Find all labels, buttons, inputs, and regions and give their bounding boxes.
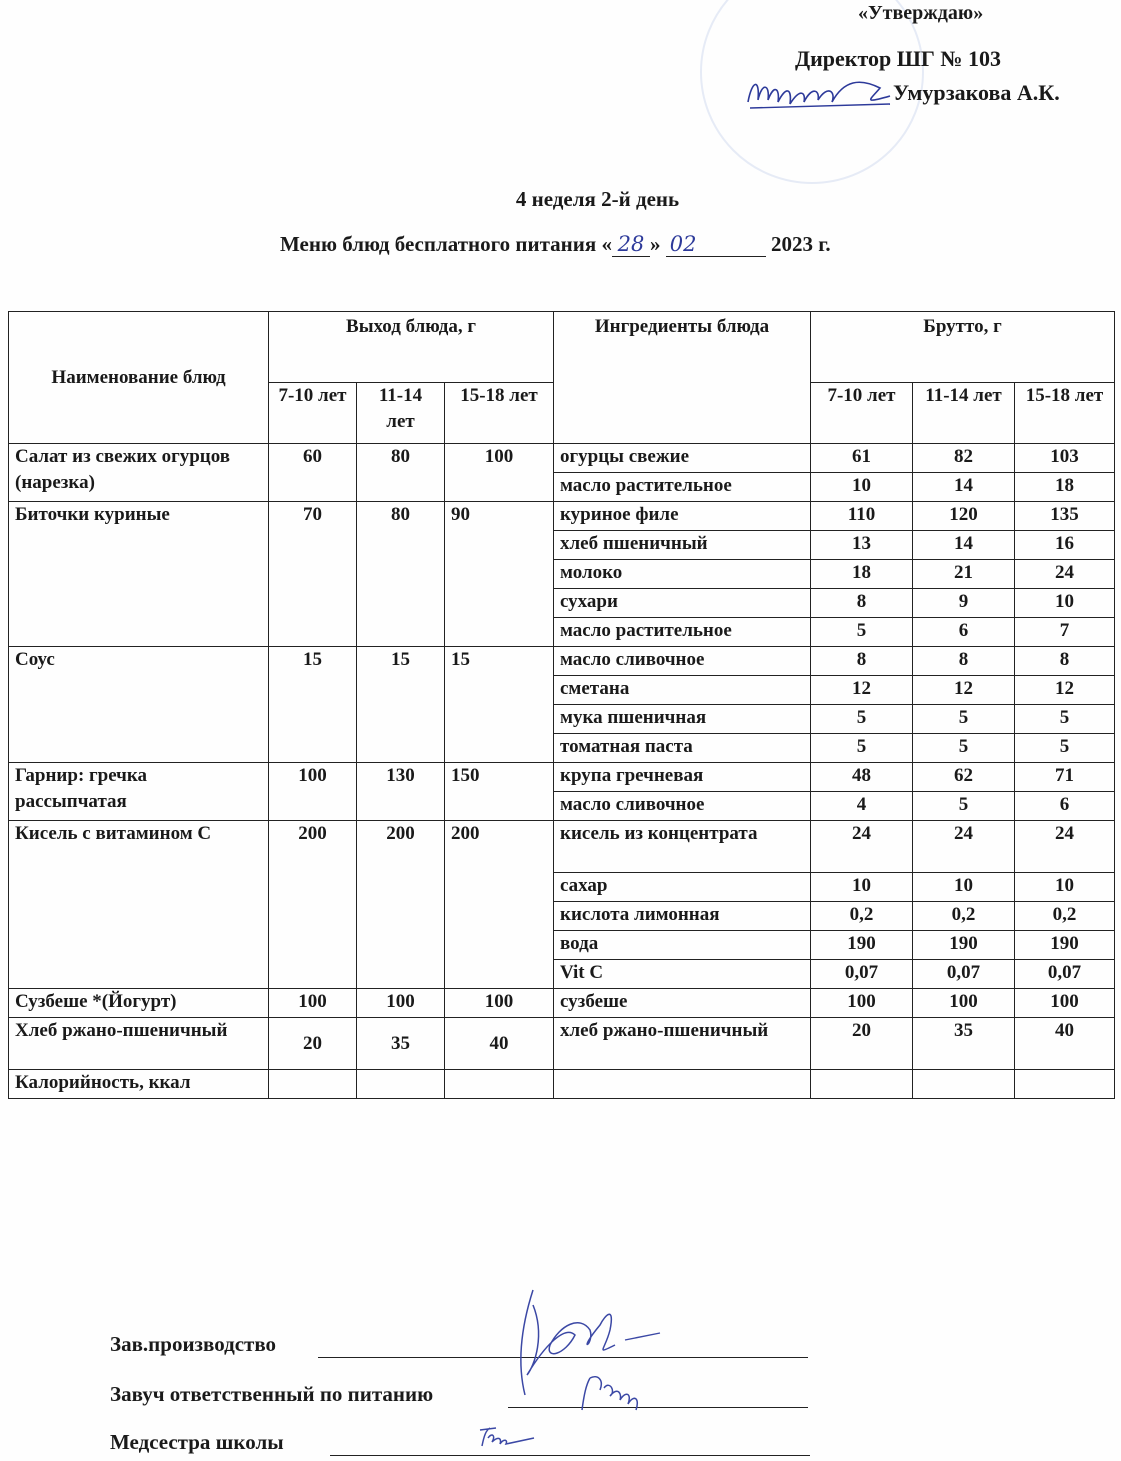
ingredient-gross: 35 bbox=[913, 1018, 1015, 1070]
dish-yield: 70 bbox=[269, 502, 357, 647]
gross-age-0: 7-10 лет bbox=[811, 383, 913, 444]
calories-label: Калорийность, ккал bbox=[9, 1070, 269, 1099]
ingredient-gross: 135 bbox=[1015, 502, 1115, 531]
director-signature bbox=[740, 70, 900, 115]
date-month-field[interactable]: 02 bbox=[666, 232, 766, 257]
ingredient-name: сухари bbox=[554, 589, 811, 618]
dish-yield: 15 bbox=[445, 647, 554, 763]
dish-yield: 80 bbox=[357, 502, 445, 647]
signature-label-nurse: Медсестра школы bbox=[110, 1430, 284, 1454]
ingredient-gross: 14 bbox=[913, 531, 1015, 560]
ingredient-name: хлеб пшеничный bbox=[554, 531, 811, 560]
ingredient-gross: 24 bbox=[1015, 821, 1115, 873]
quote-close: » bbox=[649, 232, 661, 256]
menu-title-prefix: Меню блюд бесплатного питания bbox=[280, 232, 597, 256]
ingredient-name: масло растительное bbox=[554, 618, 811, 647]
yield-age-1: 11-14 лет bbox=[357, 383, 445, 444]
header-yield: Выход блюда, г bbox=[269, 312, 554, 383]
yield-age-0: 7-10 лет bbox=[269, 383, 357, 444]
dish-yield: 150 bbox=[445, 763, 554, 821]
ingredient-gross: 120 bbox=[913, 502, 1015, 531]
quote-open: « bbox=[601, 232, 612, 256]
ingredient-gross: 6 bbox=[1015, 792, 1115, 821]
dish-yield: 80 bbox=[357, 444, 445, 502]
ingredient-gross: 0,07 bbox=[811, 960, 913, 989]
week-day-title: 4 неделя 2-й день bbox=[515, 187, 680, 211]
dish-name: Биточки куриные bbox=[9, 502, 269, 647]
calories-cell bbox=[357, 1070, 445, 1099]
signature-label-production: Зав.производство bbox=[110, 1332, 277, 1356]
ingredient-gross: 10 bbox=[811, 473, 913, 502]
dish-yield: 100 bbox=[269, 989, 357, 1018]
ingredient-gross: 71 bbox=[1015, 763, 1115, 792]
ingredient-name: сузбеше bbox=[554, 989, 811, 1018]
ingredient-gross: 10 bbox=[1015, 873, 1115, 902]
yield-age-2: 15-18 лет bbox=[445, 383, 554, 444]
ingredient-gross: 10 bbox=[811, 873, 913, 902]
signature-line-deputy[interactable] bbox=[508, 1407, 808, 1408]
ingredient-gross: 20 bbox=[811, 1018, 913, 1070]
dish-yield: 40 bbox=[445, 1018, 554, 1070]
table-row bbox=[9, 1018, 1115, 1070]
ingredient-gross: 6 bbox=[913, 618, 1015, 647]
gross-age-1: 11-14 лет bbox=[913, 383, 1015, 444]
ingredient-gross: 4 bbox=[811, 792, 913, 821]
table-row bbox=[9, 763, 1115, 792]
ingredient-gross: 8 bbox=[811, 647, 913, 676]
ingredient-name: масло растительное bbox=[554, 473, 811, 502]
ingredient-name: масло сливочное bbox=[554, 647, 811, 676]
gross-age-2: 15-18 лет bbox=[1015, 383, 1115, 444]
table-row bbox=[9, 647, 1115, 676]
calories-cell bbox=[913, 1070, 1015, 1099]
menu-table bbox=[8, 311, 1115, 1099]
header-gross: Брутто, г bbox=[811, 312, 1115, 383]
dish-yield: 100 bbox=[269, 763, 357, 821]
ingredient-gross: 0,2 bbox=[811, 902, 913, 931]
ingredient-gross: 61 bbox=[811, 444, 913, 473]
ingredient-gross: 190 bbox=[1015, 931, 1115, 960]
director-name: Умурзакова А.К. bbox=[893, 80, 1060, 105]
ingredient-name: хлеб ржано-пшеничный bbox=[554, 1018, 811, 1070]
ingredient-gross: 21 bbox=[913, 560, 1015, 589]
dish-yield: 130 bbox=[357, 763, 445, 821]
dish-name: Сузбеше *(Йогурт) bbox=[9, 989, 269, 1018]
table-row bbox=[9, 989, 1115, 1018]
ingredient-gross: 13 bbox=[811, 531, 913, 560]
ingredient-gross: 5 bbox=[811, 734, 913, 763]
ingredient-name: сметана bbox=[554, 676, 811, 705]
approval-label: «Утверждаю» bbox=[858, 2, 984, 24]
ingredient-gross: 0,07 bbox=[913, 960, 1015, 989]
ingredient-name: сахар bbox=[554, 873, 811, 902]
ingredient-gross: 0,2 bbox=[913, 902, 1015, 931]
ingredient-name: мука пшеничная bbox=[554, 705, 811, 734]
ingredient-gross: 24 bbox=[1015, 560, 1115, 589]
table-row bbox=[9, 502, 1115, 531]
ingredient-gross: 0,07 bbox=[1015, 960, 1115, 989]
dish-name: Кисель с витамином С bbox=[9, 821, 269, 989]
signature-label-deputy: Завуч ответственный по питанию bbox=[110, 1382, 434, 1406]
ingredient-gross: 110 bbox=[811, 502, 913, 531]
ingredient-name: вода bbox=[554, 931, 811, 960]
ingredient-gross: 0,2 bbox=[1015, 902, 1115, 931]
dish-yield: 200 bbox=[445, 821, 554, 989]
ingredient-gross: 24 bbox=[811, 821, 913, 873]
ingredient-gross: 5 bbox=[811, 705, 913, 734]
calories-cell bbox=[269, 1070, 357, 1099]
ingredient-gross: 48 bbox=[811, 763, 913, 792]
ingredient-gross: 12 bbox=[1015, 676, 1115, 705]
dish-yield: 15 bbox=[357, 647, 445, 763]
ingredient-name: крупа гречневая bbox=[554, 763, 811, 792]
dish-yield: 20 bbox=[269, 1018, 357, 1070]
ingredient-gross: 62 bbox=[913, 763, 1015, 792]
dish-yield: 100 bbox=[445, 989, 554, 1018]
ingredient-gross: 16 bbox=[1015, 531, 1115, 560]
ingredient-gross: 8 bbox=[1015, 647, 1115, 676]
ingredient-gross: 100 bbox=[913, 989, 1015, 1018]
dish-yield: 90 bbox=[445, 502, 554, 647]
nurse-signature bbox=[474, 1424, 554, 1452]
ingredient-gross: 5 bbox=[1015, 734, 1115, 763]
ingredient-gross: 14 bbox=[913, 473, 1015, 502]
ingredient-name: кисель из концентрата bbox=[554, 821, 811, 873]
ingredient-gross: 190 bbox=[811, 931, 913, 960]
dish-yield: 100 bbox=[445, 444, 554, 502]
ingredient-gross: 9 bbox=[913, 589, 1015, 618]
ingredient-gross: 103 bbox=[1015, 444, 1115, 473]
date-day-field[interactable]: 28 bbox=[612, 232, 650, 257]
calories-row bbox=[9, 1070, 1115, 1099]
dish-name: Гарнир: гречка рассыпчатая bbox=[9, 763, 269, 821]
header-ingredients: Ингредиенты блюда bbox=[554, 312, 811, 444]
ingredient-name: томатная паста bbox=[554, 734, 811, 763]
ingredient-gross: 190 bbox=[913, 931, 1015, 960]
ingredient-gross: 12 bbox=[913, 676, 1015, 705]
dish-name: Соус bbox=[9, 647, 269, 763]
ingredient-gross: 18 bbox=[811, 560, 913, 589]
dish-yield: 200 bbox=[269, 821, 357, 989]
dish-yield: 100 bbox=[357, 989, 445, 1018]
director-title: Директор ШГ № 103 bbox=[795, 46, 1002, 71]
dish-yield: 200 bbox=[357, 821, 445, 989]
ingredient-gross: 18 bbox=[1015, 473, 1115, 502]
ingredient-gross: 40 bbox=[1015, 1018, 1115, 1070]
ingredient-gross: 8 bbox=[811, 589, 913, 618]
dish-yield: 60 bbox=[269, 444, 357, 502]
dish-yield: 35 bbox=[357, 1018, 445, 1070]
ingredient-gross: 5 bbox=[1015, 705, 1115, 734]
calories-cell bbox=[554, 1070, 811, 1099]
header-dish-name: Наименование блюд bbox=[9, 312, 269, 444]
ingredient-gross: 5 bbox=[913, 705, 1015, 734]
ingredient-gross: 7 bbox=[1015, 618, 1115, 647]
deputy-signature bbox=[570, 1370, 650, 1420]
dish-name: Салат из свежих огурцов (нарезка) bbox=[9, 444, 269, 502]
ingredient-gross: 10 bbox=[1015, 589, 1115, 618]
ingredient-gross: 100 bbox=[1015, 989, 1115, 1018]
menu-title bbox=[280, 232, 831, 257]
date-year: 2023 г. bbox=[770, 232, 831, 256]
table-row bbox=[9, 444, 1115, 473]
calories-cell bbox=[811, 1070, 913, 1099]
ingredient-name: огурцы свежие bbox=[554, 444, 811, 473]
ingredient-gross: 24 bbox=[913, 821, 1015, 873]
ingredient-name: молоко bbox=[554, 560, 811, 589]
ingredient-gross: 8 bbox=[913, 647, 1015, 676]
ingredient-name: Vit C bbox=[554, 960, 811, 989]
signature-line-nurse[interactable] bbox=[330, 1455, 810, 1456]
ingredient-gross: 5 bbox=[811, 618, 913, 647]
ingredient-gross: 5 bbox=[913, 792, 1015, 821]
ingredient-gross: 5 bbox=[913, 734, 1015, 763]
dish-yield: 15 bbox=[269, 647, 357, 763]
ingredient-gross: 10 bbox=[913, 873, 1015, 902]
ingredient-gross: 100 bbox=[811, 989, 913, 1018]
ingredient-gross: 82 bbox=[913, 444, 1015, 473]
ingredient-name: масло сливочное bbox=[554, 792, 811, 821]
ingredient-name: куриное филе bbox=[554, 502, 811, 531]
calories-cell bbox=[1015, 1070, 1115, 1099]
table-row bbox=[9, 821, 1115, 873]
ingredient-name: кислота лимонная bbox=[554, 902, 811, 931]
calories-cell bbox=[445, 1070, 554, 1099]
dish-name: Хлеб ржано-пшеничный bbox=[9, 1018, 269, 1070]
ingredient-gross: 12 bbox=[811, 676, 913, 705]
